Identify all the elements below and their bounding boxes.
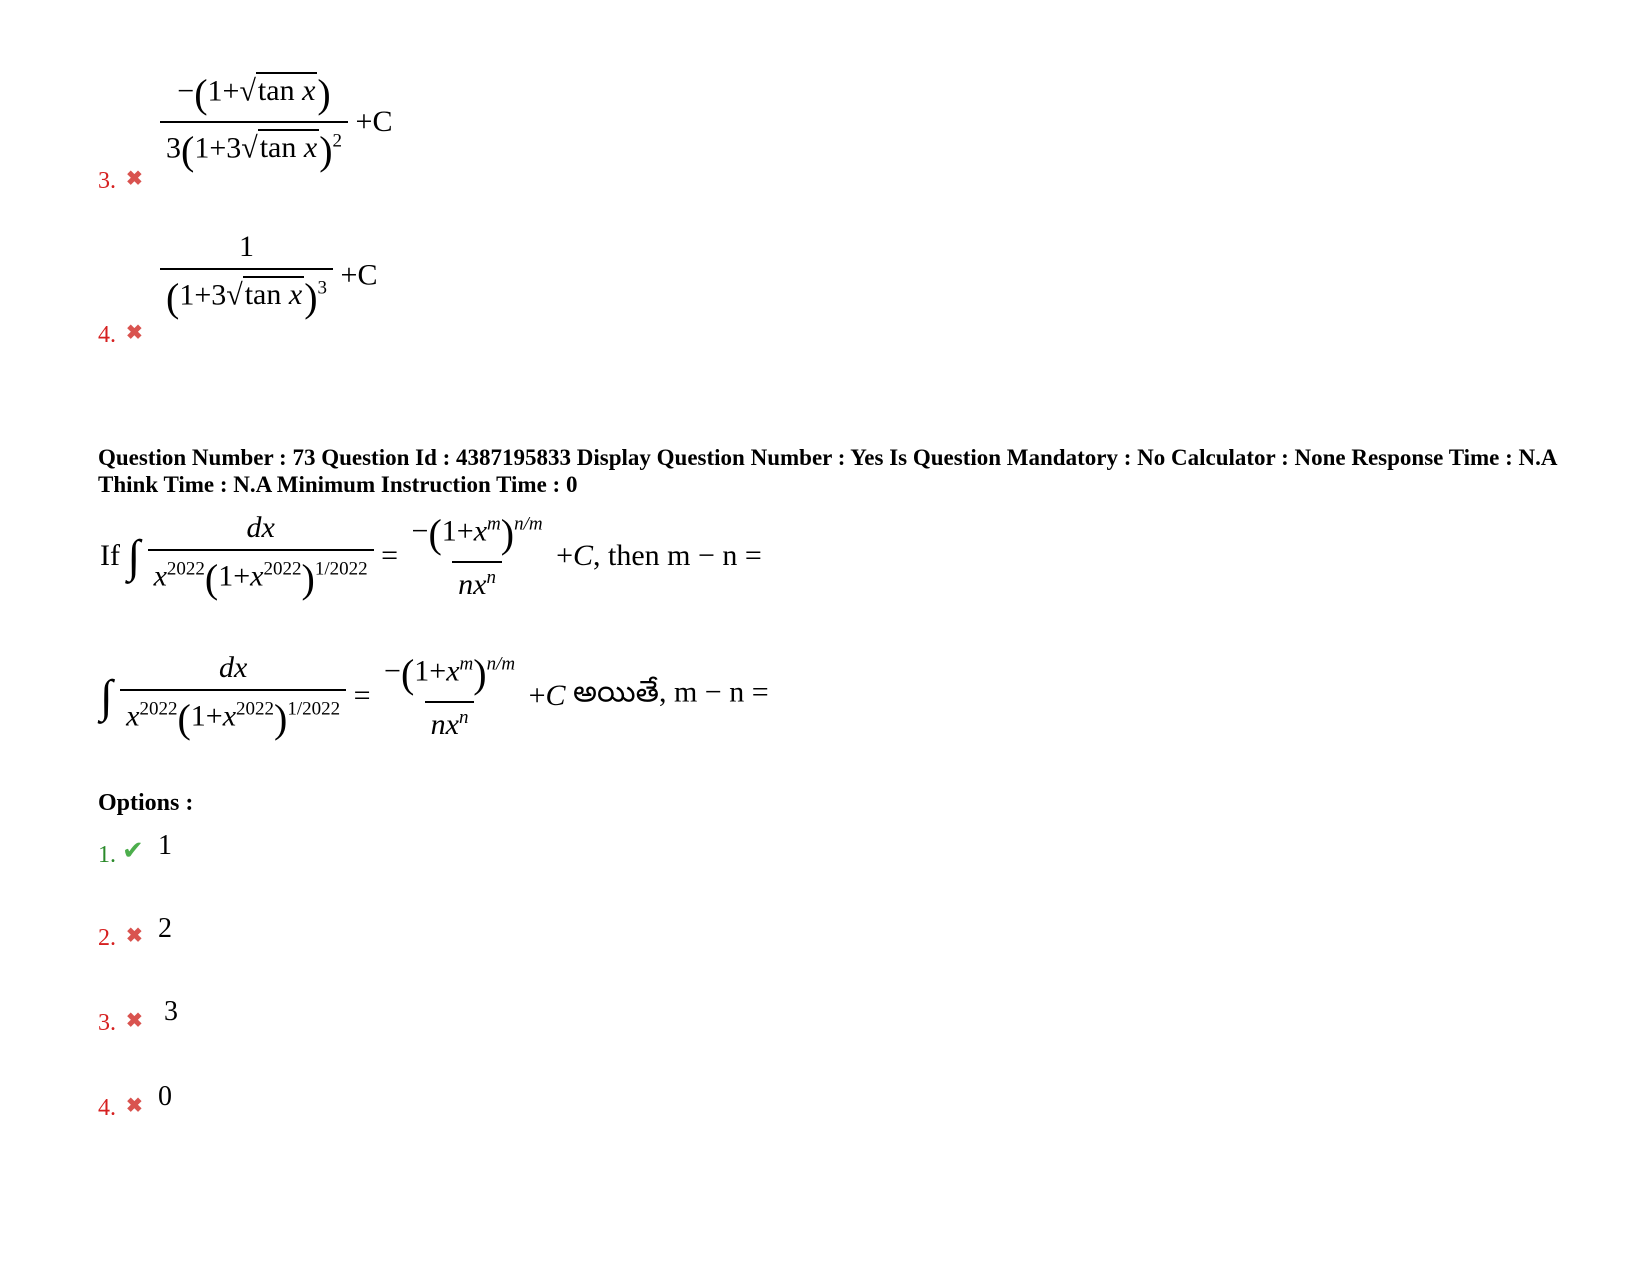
question-telugu-formula: ∫ $\frac{dx}{x^{2022}(1+x^{2022})^{1/2022}}$ = $\frac{-(1+x^m)^{n/m}}{nx^n}$ +C అయితే, m − n = [100, 650, 769, 741]
option-number: 2. [98, 925, 116, 951]
prev-option-3-formula: $\frac{\text{−(1+√tan x)}}{3(1+3√\tan x)^2}$ +C [160, 70, 392, 174]
question-english-formula: If ∫ $\frac{dx}{x^{2022}(1+x^{2022})^{1/2022}}$ = $\frac{-(1+x^m)^{n/m}}{nx^n}$ +C, then m − n = [100, 510, 762, 601]
option-value: 3 [164, 996, 178, 1027]
options-label: Options : [98, 790, 194, 816]
cross-icon: ✖ [126, 322, 143, 344]
option-4[interactable] [98, 1081, 298, 1135]
option-number: 3. [98, 1010, 116, 1036]
option-value: 2 [158, 913, 172, 944]
cross-icon: ✖ [126, 1010, 143, 1032]
option-value: 0 [158, 1081, 172, 1112]
option-2[interactable] [98, 915, 298, 965]
option-number: 4. [98, 1095, 116, 1121]
option-value: 1 [158, 830, 172, 861]
prev-option-number: 3. [98, 168, 116, 194]
option-1[interactable] [98, 830, 298, 880]
cross-icon: ✖ [126, 168, 143, 190]
prev-option-number: 4. [98, 322, 116, 348]
cross-icon: ✖ [126, 925, 143, 947]
option-number: 1. [98, 842, 116, 868]
option-3[interactable] [98, 996, 298, 1050]
cross-icon: ✖ [126, 1095, 143, 1117]
question-meta: Question Number : 73 Question Id : 4387195833 Display Question Number : Yes Is Question Mandatory : No Calculator : None Response Time : N.A Think Time : N.A Minimum Instruction Time : 0 [98, 445, 1557, 497]
prev-option-4-formula: $\frac{1}{(1+3√\tan x)^3}$ +C [160, 230, 377, 321]
check-icon: ✔ [122, 836, 144, 865]
